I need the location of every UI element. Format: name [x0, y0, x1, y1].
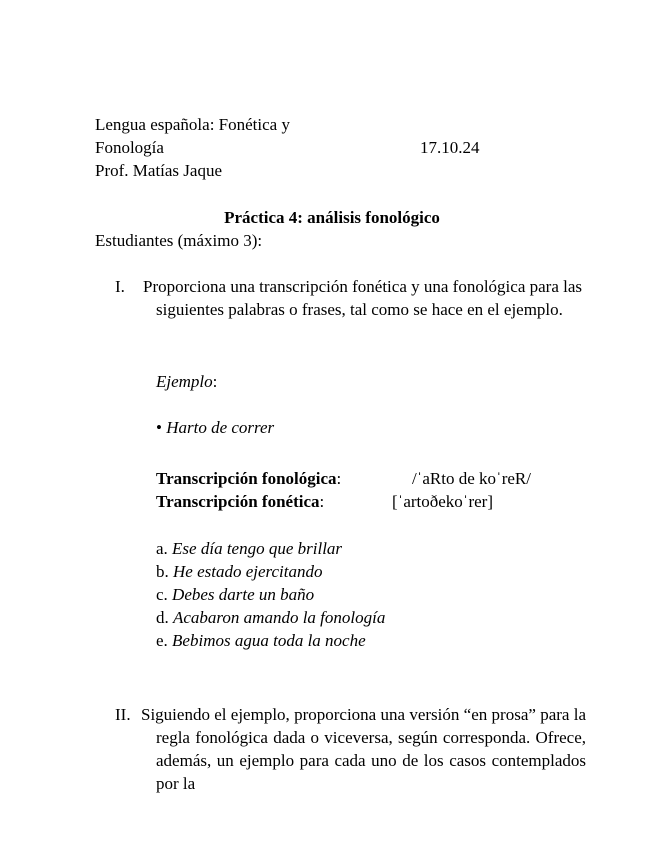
course-name-line2: Fonología	[95, 138, 164, 157]
list-item-letter: e.	[156, 631, 168, 650]
document-date: 17.10.24	[420, 138, 480, 157]
section1-number: I.	[115, 277, 125, 296]
section2-instruction	[141, 703, 586, 795]
example-label: Ejemplo	[156, 372, 213, 391]
students-label: Estudiantes (máximo 3):	[95, 231, 263, 250]
list-item	[156, 629, 366, 652]
course-name-line1: Lengua española: Fonética y	[95, 115, 290, 134]
example-item	[156, 416, 274, 439]
list-item-letter: c.	[156, 585, 168, 604]
section2-instruction-text: Siguiendo el ejemplo, proporciona una versión “en prosa” para la regla fonológica dada o viceversa, según corresponda. Ofrece, además, un ejemplo para cada uno de los casos contemplados por la	[141, 705, 586, 793]
phonetic-transcription-value: [ˈartoðekoˈrer]	[392, 492, 493, 511]
phonetic-label: Transcripción fonética	[156, 492, 320, 511]
list-item-letter: b.	[156, 562, 169, 581]
phonological-transcription-label	[156, 467, 341, 490]
list-item-text: Ese día tengo que brillar	[172, 539, 343, 558]
list-item-letter: a.	[156, 539, 168, 558]
professor-name: Prof. Matías Jaque	[95, 161, 223, 180]
example-phrase: Harto de correr	[166, 418, 275, 437]
list-item	[156, 537, 342, 560]
list-item-text: He estado ejercitando	[173, 562, 323, 581]
phonological-transcription-value: /ˈaRto de koˈreR/	[412, 469, 531, 488]
list-item-text: Debes darte un baño	[172, 585, 315, 604]
page-title: Práctica 4: análisis fonológico	[224, 208, 440, 227]
list-item-letter: d.	[156, 608, 169, 627]
section2-number: II.	[115, 705, 131, 724]
phonetic-colon: :	[319, 492, 325, 511]
list-item-text: Acabaron amando la fonología	[173, 608, 386, 627]
example-heading	[156, 370, 217, 393]
section1-instruction-text: Proporciona una transcripción fonética y una fonológica para las siguientes palabras o frases, tal como se hace en el ejemplo.	[143, 277, 583, 319]
list-item	[156, 583, 314, 606]
phonetic-transcription-label	[156, 490, 324, 513]
bullet-icon: •	[156, 418, 162, 437]
phonological-label: Transcripción fonológica	[156, 469, 337, 488]
phonological-colon: :	[336, 469, 342, 488]
list-item-text: Bebimos agua toda la noche	[172, 631, 366, 650]
section1-instruction	[143, 275, 582, 321]
list-item	[156, 560, 323, 583]
list-item	[156, 606, 385, 629]
example-colon: :	[212, 372, 218, 391]
